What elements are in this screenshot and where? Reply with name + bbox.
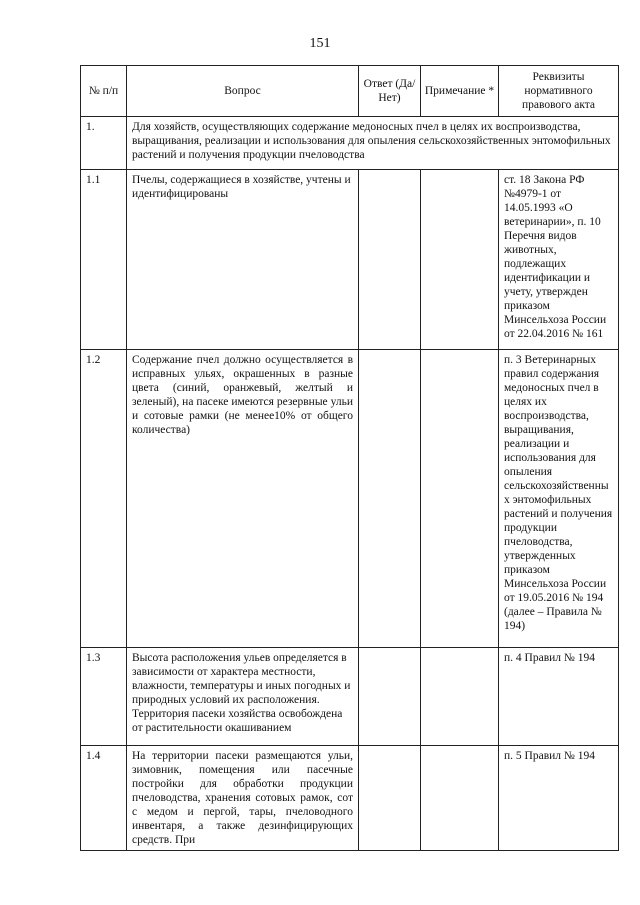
row-answer: [359, 746, 421, 851]
header-number: № п/п: [81, 66, 127, 117]
checklist-table: [80, 65, 619, 851]
row-requisites: ст. 18 Закона РФ №4979-1 от 14.05.1993 «О ветеринарии», п. 10 Перечня видов животных, подлежащих идентификации и учету, утвержден приказом Минсельхоза России от 22.04.2016 № 161: [499, 170, 619, 350]
table-row: [81, 350, 619, 648]
header-answer: Ответ (Да/Нет): [359, 66, 421, 117]
page-number: 151: [309, 36, 331, 51]
row-number: 1.3: [81, 648, 127, 746]
row-note: [421, 648, 499, 746]
row-requisites: п. 3 Ветеринарных правил содержания медоносных пчел в целях их воспроизводства, выращивания, реализации и использования для опыления сельскохозяйственных энтомофильных растений и получения продукции пчеловодства, утвержденных приказом Минсельхоза России от 19.05.2016 № 194 (далее – Правила № 194): [499, 350, 619, 648]
row-answer: [359, 170, 421, 350]
row-requisites: п. 5 Правил № 194: [499, 746, 619, 851]
table-row: [81, 170, 619, 350]
table-row: [81, 746, 619, 851]
row-note: [421, 350, 499, 648]
row-question: На территории пасеки размещаются ульи, зимовник, помещения или пасечные постройки для обработки продукции пчеловодства, хранения сотовых рамок, сот с медом и пергой, тары, пчеловодного инвентаря, а также дезинфицирующих средств. При: [127, 746, 359, 851]
section-number: 1.: [81, 117, 127, 170]
header-requisites: Реквизиты нормативного правового акта: [499, 66, 619, 117]
section-title: Для хозяйств, осуществляющих содержание медоносных пчел в целях их воспроизводства, выращивания, реализации и использования для опыления сельскохозяйственных энтомофильных растений и получения продукции пчеловодства: [127, 117, 619, 170]
table-row: [81, 648, 619, 746]
header-note: Примечание *: [421, 66, 499, 117]
row-note: [421, 170, 499, 350]
header-question: Вопрос: [127, 66, 359, 117]
row-answer: [359, 350, 421, 648]
row-number: 1.1: [81, 170, 127, 350]
row-answer: [359, 648, 421, 746]
row-number: 1.4: [81, 746, 127, 851]
table-header-row: [81, 66, 619, 117]
row-question: Пчелы, содержащиеся в хозяйстве, учтены и идентифицированы: [127, 170, 359, 350]
row-note: [421, 746, 499, 851]
row-requisites: п. 4 Правил № 194: [499, 648, 619, 746]
row-number: 1.2: [81, 350, 127, 648]
section-row: [81, 117, 619, 170]
row-question: Содержание пчел должно осуществляется в исправных ульях, окрашенных в разные цвета (синий, оранжевый, желтый и зеленый), на пасеке имеются резервные ульи и сотовые рамки (не менее10% от общего количества): [127, 350, 359, 648]
row-question: Высота расположения ульев определяется в зависимости от характера местности, влажности, температуры и иных погодных и природных условий их расположения. Территория пасеки хозяйства освобождена от растительности окашиванием: [127, 648, 359, 746]
